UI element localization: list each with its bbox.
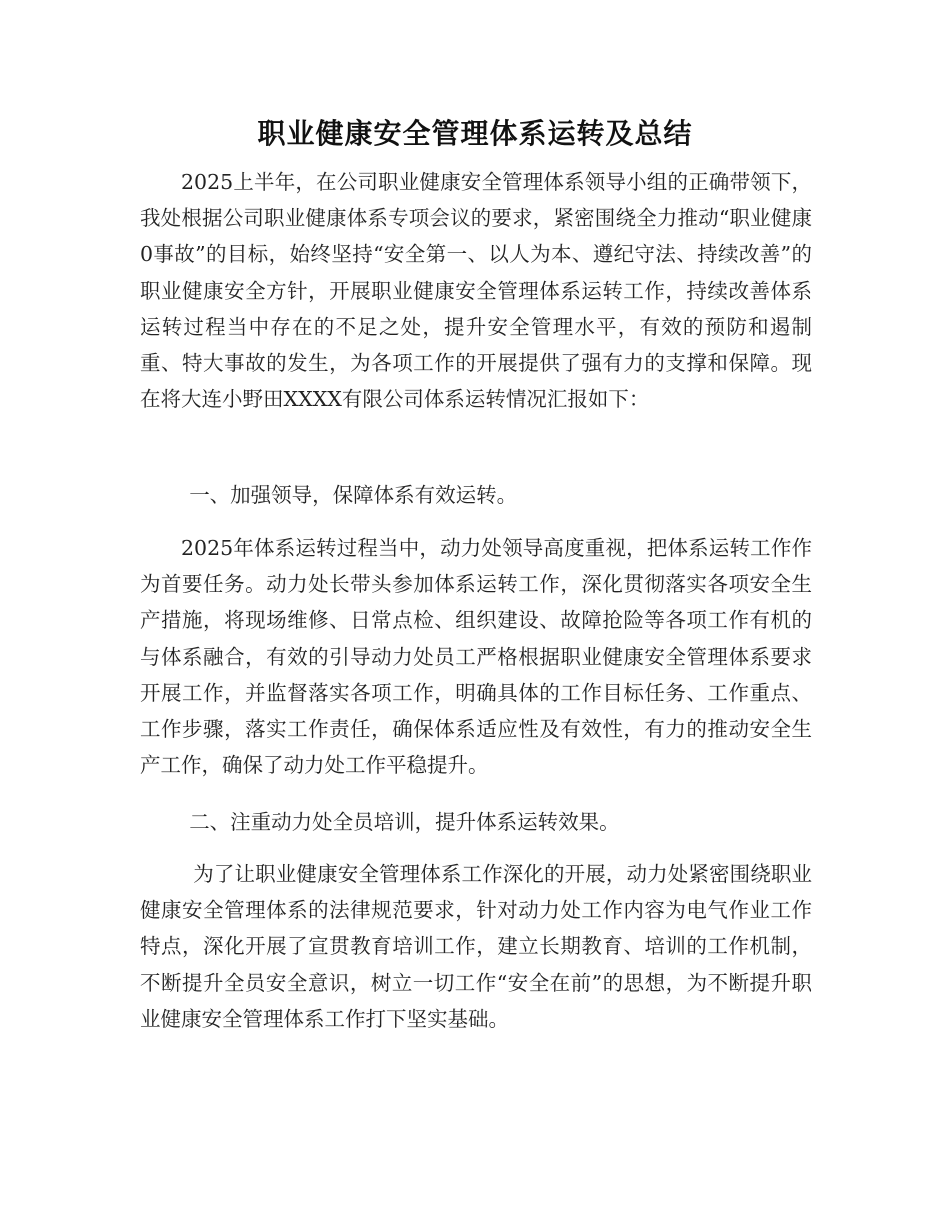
section-2-paragraph: 为了让职业健康安全管理体系工作深化的开展，动力处紧密围绕职业健康安全管理体系的法律规范要求，针对动力处工作内容为电气作业工作特点，深化开展了宣贯教育培训工作，建立长期教育、培训的工作机制，不断提升全员安全意识，树立一切工作“安全在前”的思想，为不断提升职业健康安全管理体系工作打下坚实基础。 [140,862,812,1031]
section-heading-1: 一、加强领导，保障体系有效运转。 [189,483,518,507]
intro-paragraph: 2025上半年，在公司职业健康安全管理体系领导小组的正确带领下，我处根据公司职业健康体系专项会议的要求，紧密围绕全力推动“职业健康0事故”的目标，始终坚持“安全第一、以人为本、遵纪守法、持续改善”的职业健康安全方针，开展职业健康安全管理体系运转工作，持续改善体系运转过程当中存在的不足之处，提升安全管理水平，有效的预防和遏制重、特大事故的发生，为各项工作的开展提供了强有力的支撑和保障。现在将大连小野田XXXX有限公司体系运转情况汇报如下： [140,170,812,412]
section-1-paragraph: 2025年体系运转过程当中，动力处领导高度重视，把体系运转工作作为首要任务。动力处长带头参加体系运转工作，深化贯彻落实各项安全生产措施，将现场维修、日常点检、组织建设、故障抢险等各项工作有机的与体系融合，有效的引导动力处员工严格根据职业健康安全管理体系要求开展工作，并监督落实各项工作，明确具体的工作目标任务、工作重点、工作步骤，落实工作责任，确保体系适应性及有效性，有力的推动安全生产工作，确保了动力处工作平稳提升。 [140,536,812,778]
section-heading-2: 二、注重动力处全员培训，提升体系运转效果。 [189,810,620,834]
document-title: 职业健康安全管理体系运转及总结 [257,117,693,150]
